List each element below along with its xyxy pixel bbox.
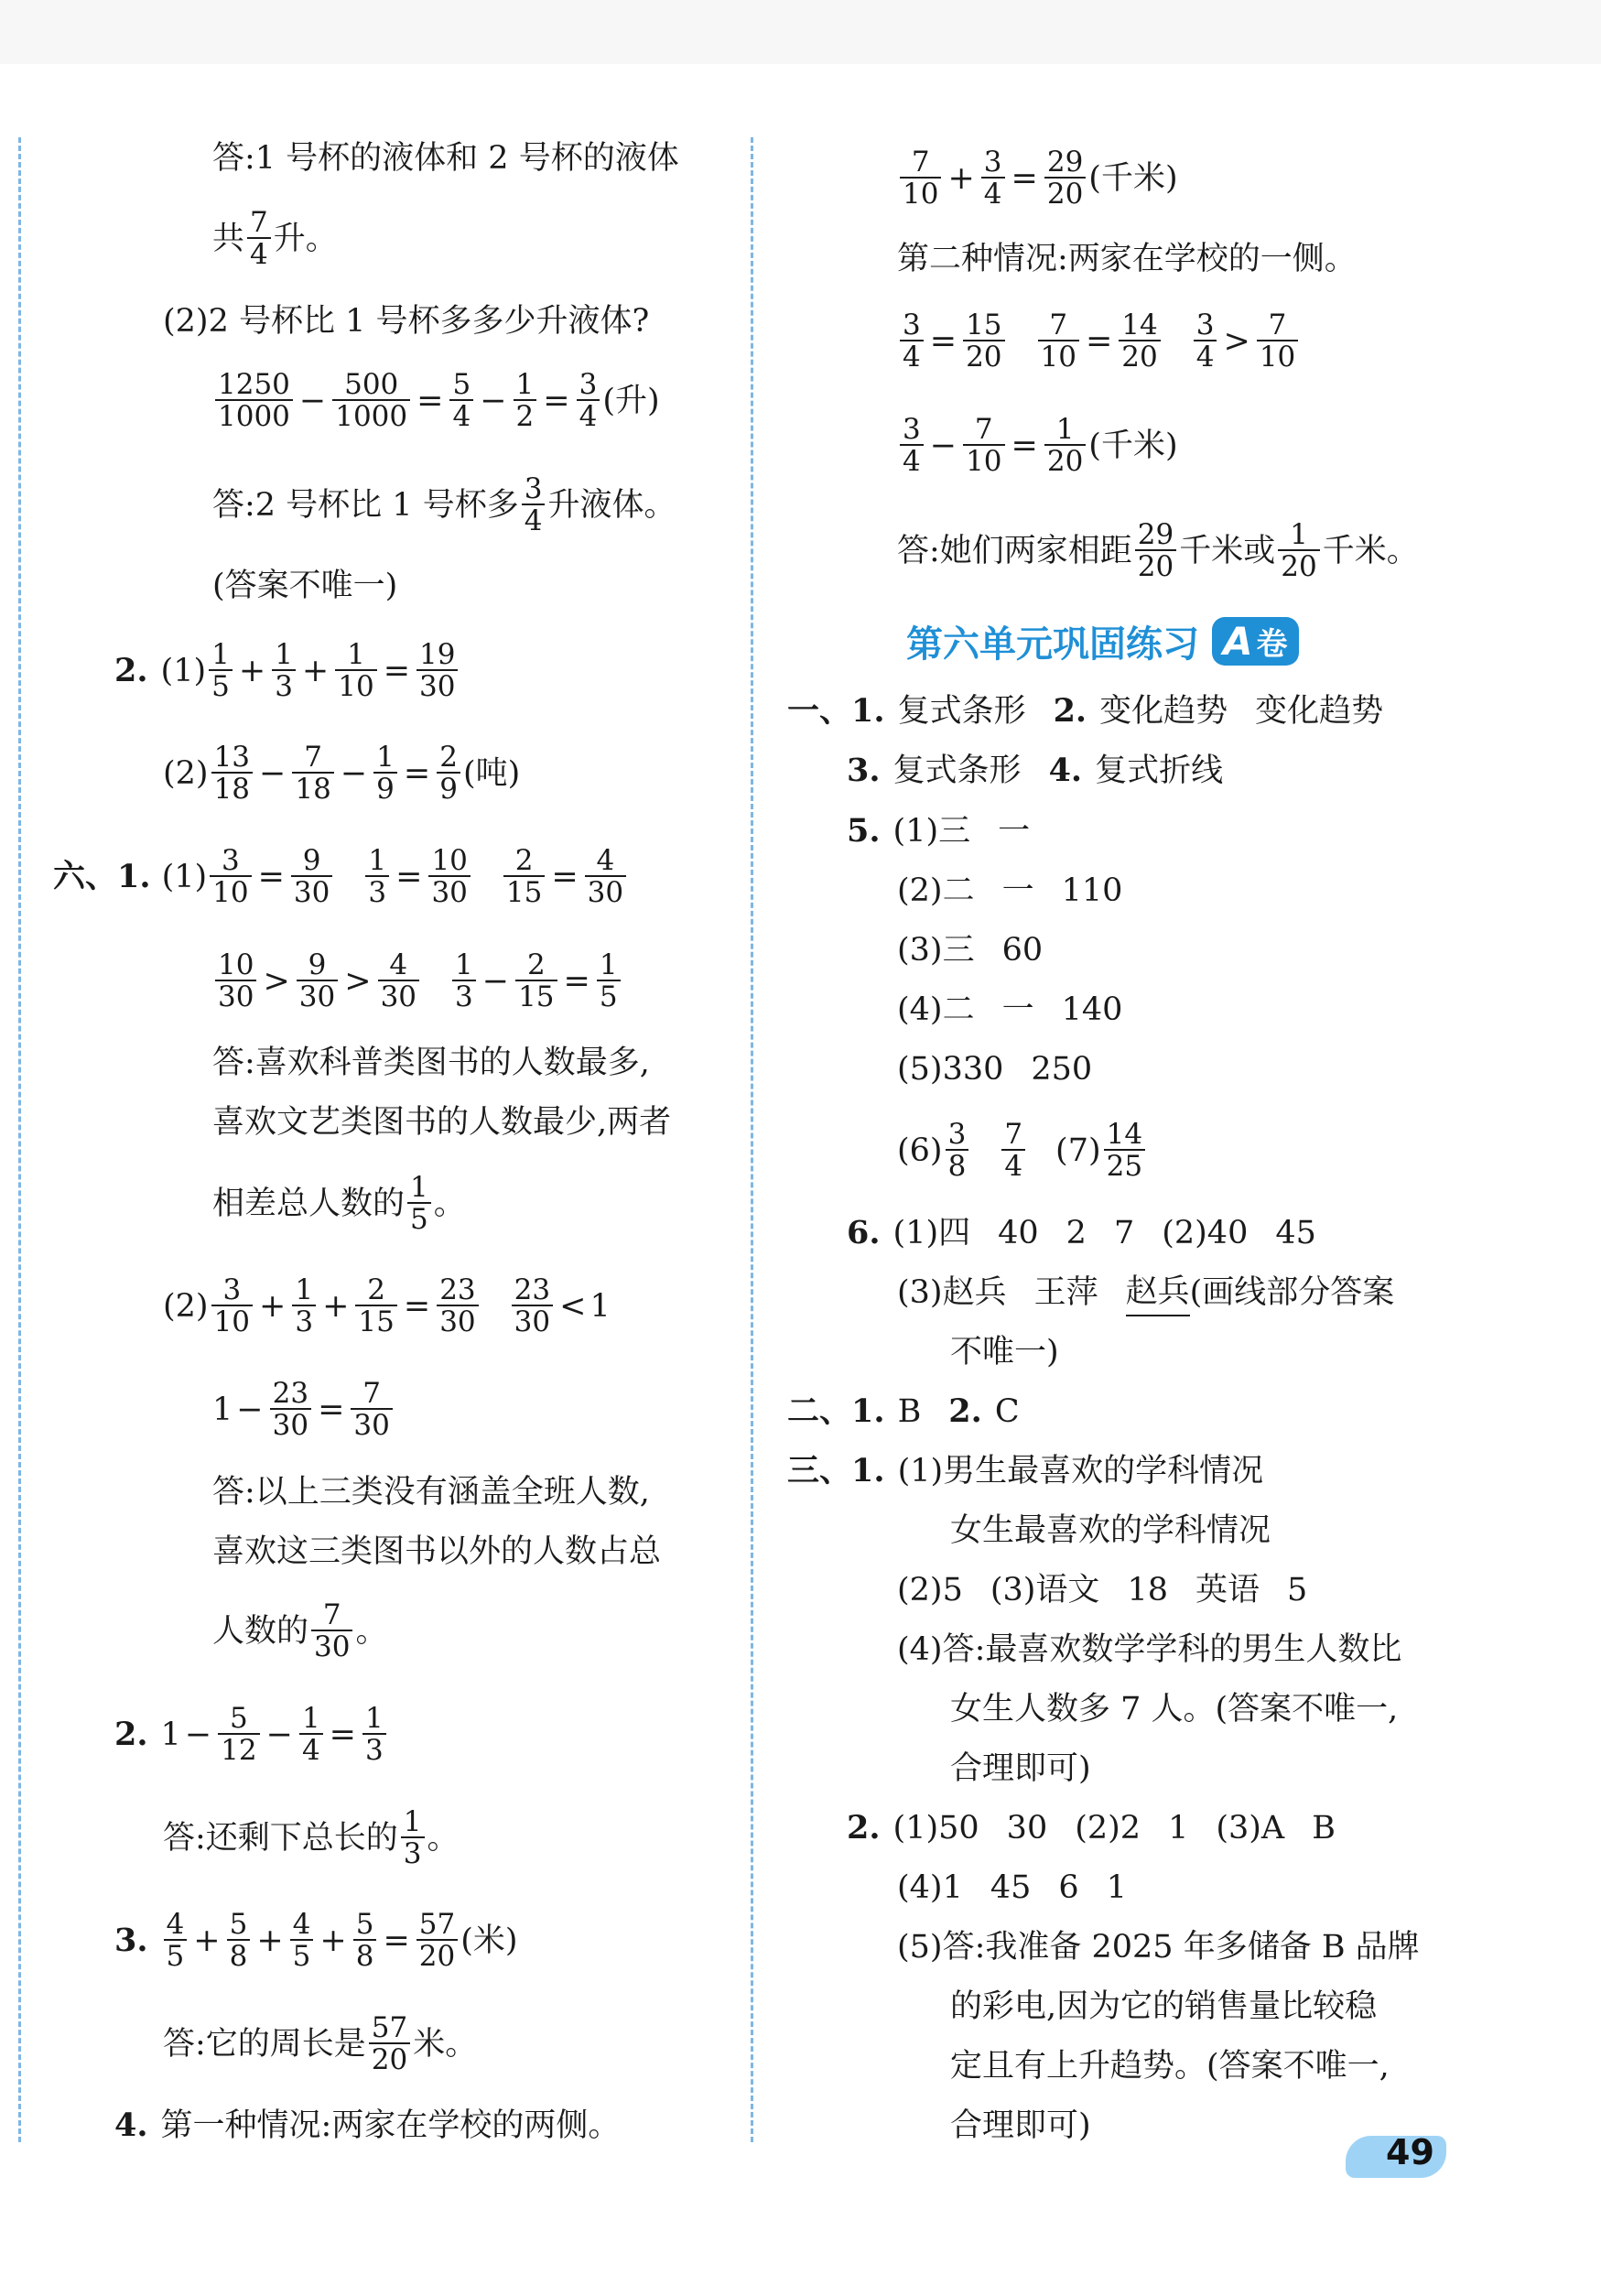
answer-line: 相差总人数的 $\frac{1}{5}$ 。 — [212, 1171, 466, 1236]
answer-line: 答:它的周长是 $\frac{57}{20}$ 米。 — [163, 2011, 478, 2076]
answer-line: 答:还剩下总长的 $\frac{1}{3}$ 。 — [163, 1805, 460, 1870]
answer-row: 3. 复式条形 4. 复式折线 — [847, 752, 1224, 789]
answer-row: (3)赵兵 王萍 赵兵 (画线部分答案 — [897, 1270, 1394, 1316]
answer-row: 一、 1. 复式条形 2. 变化趋势 变化趋势 — [787, 692, 1384, 730]
equation: $\frac{7}{10}$ + $\frac{3}{4}$ = $\frac{29}{20}$ (千米) — [897, 156, 1178, 201]
answer-line: 答:她们两家相距 $\frac{29}{20}$ 千米或 $\frac{1}{20}$ 千米。 — [897, 518, 1419, 583]
equation: $\frac{3}{4}$ = $\frac{15}{20}$ $\frac{7}{10}$ = $\frac{14}{20}$ $\frac{3}{4}$ > $\frac{7}{10}$ — [897, 319, 1301, 364]
top-band — [0, 0, 1601, 64]
answer-row: 合理即可) — [950, 1750, 1091, 1787]
left-margin-dashed-line — [18, 137, 21, 2142]
answer-line: 喜欢文艺类图书的人数最少,两者 — [212, 1104, 672, 1141]
answer-line: 答:喜欢科普类图书的人数最多, — [212, 1045, 650, 1081]
answer-row: (2)二 一 110 — [897, 872, 1123, 909]
question-line: 4. 第一种情况:两家在学校的两侧。 — [114, 2106, 621, 2144]
answer-row: 5. (1)三 一 — [847, 812, 1031, 850]
column-divider-dashed-line — [751, 137, 753, 2142]
answer-row: (4)答:最喜欢数学学科的男生人数比 — [897, 1631, 1402, 1668]
equation: (2) $\frac{13}{18}$ − $\frac{7}{18}$ − $\frac{1}{9}$ = $\frac{2}{9}$ (吨) — [163, 741, 521, 806]
page-number: 49 — [1386, 2132, 1434, 2172]
answer-line: 喜欢这三类图书以外的人数占总 — [212, 1533, 662, 1570]
answer-line: 第二种情况:两家在学校的一侧。 — [897, 241, 1357, 277]
answer-row: 定且有上升趋势。(答案不唯一, — [950, 2048, 1390, 2085]
answer-row: 2. (1)50 30 (2)2 1 (3)A B — [847, 1809, 1336, 1847]
answer-row: (5)330 250 — [897, 1051, 1093, 1088]
answer-row: 合理即可) — [950, 2107, 1091, 2144]
answer-line: 共 $\frac{7}{4}$ 升。 — [212, 206, 338, 271]
question-line: (2)2 号杯比 1 号杯多多少升液体? — [163, 303, 650, 340]
answer-line: 答:2 号杯比 1 号杯多 $\frac{3}{4}$ 升液体。 — [212, 472, 676, 537]
equation: (2) $\frac{3}{10}$ + $\frac{1}{3}$ + $\frac{2}{15}$ = $\frac{23}{30}$ $\frac{23}{30}$ < 1 — [163, 1273, 611, 1338]
equation: 2. (1) $\frac{1}{5}$ + $\frac{1}{3}$ + $\frac{1}{10}$ = $\frac{19}{30}$ — [114, 648, 460, 694]
fraction: $\frac{7}{4}$ — [247, 209, 271, 269]
answer-row: 二、 1. B 2. C — [787, 1392, 1020, 1430]
answer-row: (5)答:我准备 2025 年多储备 B 品牌 — [897, 1929, 1420, 1966]
answer-row: (6) $\frac{3}{8}$ $\frac{7}{4}$ (7) $\frac{14}{25}$ — [897, 1128, 1148, 1174]
equation: 1 − $\frac{23}{30}$ = $\frac{7}{30}$ — [212, 1387, 395, 1433]
answer-row: (4)二 一 140 — [897, 991, 1123, 1028]
answer-row: 的彩电,因为它的销售量比较稳 — [950, 1988, 1378, 2025]
answer-row: 6. (1)四 40 2 7 (2)40 45 — [847, 1214, 1316, 1251]
answer-row: 女生最喜欢的学科情况 — [950, 1512, 1271, 1549]
a-paper-badge: A 卷 — [1212, 617, 1299, 666]
page-number-badge — [1346, 2128, 1455, 2183]
answer-line: 人数的 $\frac{7}{30}$ 。 — [212, 1598, 388, 1663]
answer-row: 女生人数多 7 人。(答案不唯一, — [950, 1691, 1399, 1727]
equation: $\frac{10}{30}$ > $\frac{9}{30}$ > $\frac{4}{30}$ $\frac{1}{3}$ − $\frac{2}{15}$ = $\frac{1}{5}$ — [212, 958, 623, 1004]
equation: 六、 1. (1) $\frac{3}{10}$ = $\frac{9}{30}$ $\frac{1}{3}$ = $\frac{10}{30}$ $\frac{2}{15}$ = $\frac{4}{30}$ — [53, 854, 629, 900]
answer-line: 答:以上三类没有涵盖全班人数, — [212, 1474, 650, 1511]
answer-line: 答:1 号杯的液体和 2 号杯的液体 — [212, 140, 679, 177]
answer-row: (3)三 60 — [897, 932, 1044, 969]
answer-row: 不唯一) — [950, 1334, 1059, 1370]
answer-row: (2)5 (3)语文 18 英语 5 — [897, 1572, 1308, 1608]
equation: 2. 1 − $\frac{5}{12}$ − $\frac{1}{4}$ = $\frac{1}{3}$ — [114, 1712, 389, 1758]
section-title: 第六单元巩固练习 A 卷 — [906, 615, 1299, 667]
answer-row: 三、 1. (1)男生最喜欢的学科情况 — [787, 1452, 1264, 1489]
equation: $\frac{3}{4}$ − $\frac{7}{10}$ = $\frac{1}{20}$ (千米) — [897, 423, 1178, 469]
answer-row: (4)1 45 6 1 — [897, 1869, 1127, 1906]
note: (答案不唯一) — [212, 568, 398, 604]
equation: $\frac{1250}{1000}$ − $\frac{500}{1000}$ = $\frac{5}{4}$ − $\frac{1}{2}$ = $\frac{3}{4}$ (升) — [212, 378, 660, 424]
equation: 3. $\frac{4}{5}$ + $\frac{5}{8}$ + $\frac{4}{5}$ + $\frac{5}{8}$ = $\frac{57}{20}$ (米) — [114, 1908, 518, 1973]
